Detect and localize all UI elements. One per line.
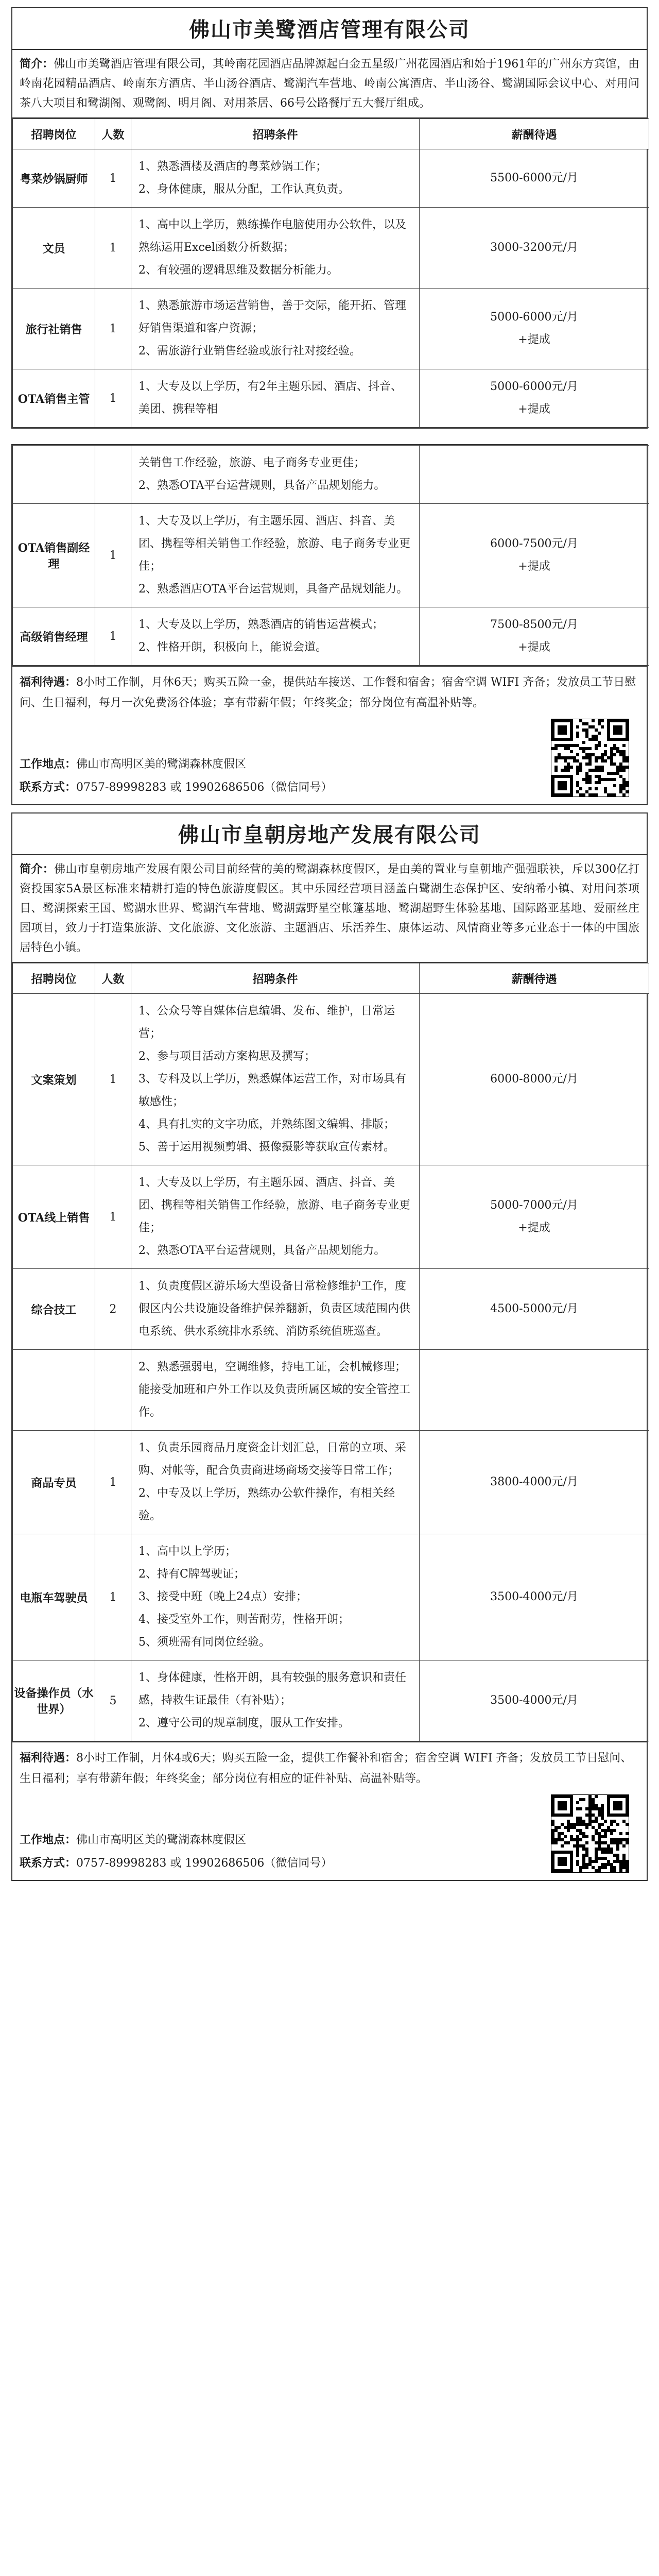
job-title: 高级销售经理 <box>13 607 95 666</box>
company-2-block <box>11 812 648 1881</box>
requirement-line: 2、熟悉强弱电，空调维修，持电工证，会机械修理；能接受加班和户外工作以及负责所属区域的安全管控工作。 <box>138 1361 411 1419</box>
job-salary <box>420 1350 649 1431</box>
salary-line: +提成 <box>518 403 550 416</box>
salary-line: 6000-7500元/月 <box>490 537 578 550</box>
requirement-line: 关销售工作经验，旅游、电子商务专业更佳； <box>138 456 366 469</box>
job-requirements <box>131 1660 420 1741</box>
job-requirements <box>131 208 420 289</box>
table-row <box>13 446 649 504</box>
job-count: 5 <box>95 1660 131 1741</box>
qr-code-icon <box>551 719 629 797</box>
job-title: 电瓶车驾驶员 <box>13 1534 95 1660</box>
job-requirements <box>131 504 420 607</box>
salary-line: +提成 <box>518 333 550 346</box>
job-requirements <box>131 607 420 666</box>
job-salary <box>420 1269 649 1350</box>
job-salary <box>420 994 649 1165</box>
salary-line: 7500-8500元/月 <box>490 618 578 631</box>
table-row <box>13 1269 649 1350</box>
job-salary <box>420 607 649 666</box>
table-row <box>13 369 649 428</box>
job-salary <box>420 1660 649 1741</box>
job-count: 1 <box>95 149 131 208</box>
header-requirements: 招聘条件 <box>131 963 420 994</box>
job-count: 1 <box>95 1431 131 1534</box>
salary-line: 3000-3200元/月 <box>490 241 578 254</box>
header-count: 人数 <box>95 963 131 994</box>
company-1-footer <box>12 719 647 804</box>
job-title: 文案策划 <box>13 994 95 1165</box>
requirement-line: 1、大专及以上学历，有2年主题乐园、酒店、抖音、美团、携程等相 <box>138 380 402 416</box>
company-2-contact: 联系方式：0757-89998283 或 19902686506（微信同号） <box>20 1856 333 1870</box>
company-1-address: 工作地点：佛山市高明区美的鹭湖森林度假区 <box>20 757 247 771</box>
table-row <box>13 1534 649 1660</box>
job-count: 1 <box>95 369 131 428</box>
intro-text: 佛山市皇朝房地产发展有限公司目前经营的美的鹭湖森林度假区，是由美的置业与皇朝地产强强联袂，斥以300亿打资投国家5A景区标准来精耕打造的特色旅游度假区。其中乐园经营项目涵盖白鹭湖生态保护区、安纳希小镇、对用问茶项目、鹭湖探索王国、鹭湖水世界、鹭湖汽车营地、鹭湖露野星空帐篷基地、鹭湖超野生体验基地、国际路亚基地、爱丽丝庄园项目，致力于打造集旅游、文化旅游、文化旅游、主题酒店、乐活养生、康体运动、风情商业等多元业态于一体的中国旅居特色小镇。 <box>20 863 639 954</box>
job-salary <box>420 289 649 369</box>
requirement-line: 5、善于运用视频剪辑、摄像摄影等获取宣传素材。 <box>138 1141 395 1154</box>
company-1-title: 佛山市美鹭酒店管理有限公司 <box>12 8 647 50</box>
header-count: 人数 <box>95 119 131 149</box>
requirement-line: 5、须班需有同岗位经验。 <box>138 1636 270 1649</box>
job-title: 设备操作员（水世界） <box>13 1660 95 1741</box>
requirement-line: 1、熟悉酒楼及酒店的粤菜炒锅工作； <box>138 160 327 173</box>
table-row <box>13 504 649 607</box>
requirement-line: 4、具有扎实的文字功底，并熟练图文编辑、排版； <box>138 1118 395 1131</box>
salary-line: 5000-6000元/月 <box>490 380 578 393</box>
job-salary <box>420 369 649 428</box>
table-row <box>13 1431 649 1534</box>
header-salary: 薪酬待遇 <box>420 963 649 994</box>
job-count: 1 <box>95 1534 131 1660</box>
salary-line: 3500-4000元/月 <box>490 1694 578 1707</box>
company-1-jobs-table-part2 <box>12 445 649 666</box>
requirement-line: 2、参与项目活动方案构思及撰写； <box>138 1050 316 1063</box>
requirement-line: 3、接受中班（晚上24点）安排； <box>138 1590 307 1603</box>
requirement-line: 1、高中以上学历； <box>138 1545 236 1558</box>
job-title <box>13 1350 95 1431</box>
company-1-contact: 联系方式：0757-89998283 或 19902686506（微信同号） <box>20 781 333 794</box>
job-requirements <box>131 994 420 1165</box>
header-salary: 薪酬待遇 <box>420 119 649 149</box>
salary-line: +提成 <box>518 641 550 654</box>
job-title: 文员 <box>13 208 95 289</box>
job-salary <box>420 149 649 208</box>
header-position: 招聘岗位 <box>13 119 95 149</box>
table-header-row <box>13 119 649 149</box>
requirement-line: 2、熟悉酒店OTA平台运营规则，具备产品规划能力。 <box>138 583 408 596</box>
job-count <box>95 446 131 504</box>
company-2-footer <box>12 1794 647 1880</box>
company-1-jobs-table-part1 <box>12 118 649 428</box>
requirement-line: 1、负责乐园商品月度资金计划汇总，日常的立项、采购、对帐等，配合负责商进场商场交接等日常工作； <box>138 1442 406 1477</box>
requirement-line: 1、负责度假区游乐场大型设备日常检修维护工作，度假区内公共设施设备维护保养翻新，负责区域范围内供电系统、供水系统排水系统、消防系统值班巡查。 <box>138 1280 411 1338</box>
job-requirements <box>131 1269 420 1350</box>
salary-line: +提成 <box>518 1222 550 1234</box>
salary-line: 6000-8000元/月 <box>490 1073 578 1086</box>
job-title: OTA销售主管 <box>13 369 95 428</box>
job-salary <box>420 1534 649 1660</box>
job-requirements <box>131 1431 420 1534</box>
job-title <box>13 446 95 504</box>
qr-code-icon <box>551 1794 629 1873</box>
requirement-line: 2、熟悉OTA平台运营规则，具备产品规划能力。 <box>138 479 386 492</box>
requirement-line: 1、公众号等自媒体信息编辑、发布、维护，日常运营； <box>138 1005 395 1040</box>
requirement-line: 1、大专及以上学历，有主题乐园、酒店、抖音、美团、携程等相关销售工作经验，旅游、电子商务专业更佳； <box>138 1176 411 1234</box>
job-salary <box>420 208 649 289</box>
requirement-line: 2、中专及以上学历，熟练办公软件操作，有相关经验。 <box>138 1487 395 1522</box>
table-row <box>13 994 649 1165</box>
salary-line: 5500-6000元/月 <box>490 172 578 184</box>
table-row <box>13 149 649 208</box>
header-position: 招聘岗位 <box>13 963 95 994</box>
job-count <box>95 1350 131 1431</box>
job-count: 1 <box>95 504 131 607</box>
job-requirements <box>131 1534 420 1660</box>
job-title: 旅行社销售 <box>13 289 95 369</box>
company-2-jobs-table <box>12 963 649 1741</box>
company-1-intro <box>12 50 647 118</box>
benefits-text: 8小时工作制，月休6天；购买五险一金，提供站车接送、工作餐和宿舍；宿舍空调 WIFI 齐备；发放员工节日慰问、生日福利，每月一次免费汤谷体验；享有带薪年假；年终奖金；部分岗位有高温补贴等。 <box>20 676 636 709</box>
requirement-line: 2、有较强的逻辑思维及数据分析能力。 <box>138 264 338 277</box>
company-2-benefits <box>12 1741 647 1794</box>
requirement-line: 1、高中以上学历，熟练操作电脑使用办公软件，以及熟练运用Excel函数分析数据； <box>138 218 406 254</box>
job-title: 粤菜炒锅厨师 <box>13 149 95 208</box>
requirement-line: 1、身体健康，性格开朗，具有较强的服务意识和责任感，持救生证最佳（有补贴）； <box>138 1671 406 1707</box>
benefits-text: 8小时工作制，月休4或6天；购买五险一金，提供工作餐补和宿舍；宿舍空调 WIFI 齐备；发放员工节日慰问、生日福利；享有带薪年假；年终奖金；部分岗位有相应的证件补贴、高温补贴等。 <box>20 1752 632 1785</box>
table-row <box>13 1165 649 1269</box>
job-requirements <box>131 1165 420 1269</box>
salary-line: 4500-5000元/月 <box>490 1302 578 1315</box>
requirement-line: 2、身体健康，服从分配，工作认真负责。 <box>138 183 350 196</box>
job-count: 1 <box>95 289 131 369</box>
company-2-intro <box>12 855 647 963</box>
table-header-row <box>13 963 649 994</box>
table-row <box>13 208 649 289</box>
job-requirements <box>131 369 420 428</box>
requirement-line: 2、持有C牌驾驶证； <box>138 1568 245 1581</box>
intro-label: 简介： <box>20 57 54 71</box>
company-2-title: 佛山市皇朝房地产发展有限公司 <box>12 814 647 855</box>
job-requirements <box>131 149 420 208</box>
job-count: 1 <box>95 208 131 289</box>
job-requirements <box>131 446 420 504</box>
header-requirements: 招聘条件 <box>131 119 420 149</box>
company-2-address: 工作地点：佛山市高明区美的鹭湖森林度假区 <box>20 1833 247 1846</box>
job-salary <box>420 504 649 607</box>
requirement-line: 4、接受室外工作，则苦耐劳，性格开朗； <box>138 1613 350 1626</box>
table-row <box>13 1350 649 1431</box>
job-count: 1 <box>95 1165 131 1269</box>
benefits-label: 福利待遇： <box>20 675 77 689</box>
requirement-line: 2、性格开朗，积极向上，能说会道。 <box>138 641 327 654</box>
job-requirements <box>131 1350 420 1431</box>
salary-line: 5000-6000元/月 <box>490 311 578 324</box>
job-salary <box>420 1165 649 1269</box>
salary-line: 5000-7000元/月 <box>490 1199 578 1212</box>
job-title: 综合技工 <box>13 1269 95 1350</box>
table-row <box>13 289 649 369</box>
job-salary <box>420 446 649 504</box>
job-title: 商品专员 <box>13 1431 95 1534</box>
job-count: 2 <box>95 1269 131 1350</box>
job-count: 1 <box>95 994 131 1165</box>
requirement-line: 3、专科及以上学历，熟悉媒体运营工作，对市场具有敏感性； <box>138 1073 406 1108</box>
requirement-line: 2、需旅游行业销售经验或旅行社对接经验。 <box>138 345 361 358</box>
intro-label: 简介： <box>20 862 55 876</box>
intro-text: 佛山市美鹭酒店管理有限公司，其岭南花园酒店品牌源起白金五星级广州花园酒店和始于1961年的广州东方宾馆，由岭南花园精品酒店、岭南东方酒店、半山汤谷酒店、鹭湖汽车营地、岭南公寓酒店、半山汤谷、鹭湖国际会议中心、对用问茶八大项目和鹭湖阁、观鹭阁、明月阁、对用茶居、66号公路餐厅五大餐厅组成。 <box>20 58 639 110</box>
job-title: OTA线上销售 <box>13 1165 95 1269</box>
requirement-line: 1、熟悉旅游市场运营销售，善于交际，能开拓、管理好销售渠道和客户资源； <box>138 299 406 335</box>
job-count: 1 <box>95 607 131 666</box>
requirement-line: 1、大专及以上学历，熟悉酒店的销售运营模式； <box>138 618 384 631</box>
benefits-label: 福利待遇： <box>20 1751 77 1765</box>
company-1-benefits <box>12 666 647 719</box>
requirement-line: 2、熟悉OTA平台运营规则，具备产品规划能力。 <box>138 1244 386 1257</box>
company-1-block <box>11 7 648 429</box>
requirement-line: 1、大专及以上学历，有主题乐园、酒店、抖音、美团、携程等相关销售工作经验，旅游、电子商务专业更佳； <box>138 515 411 573</box>
salary-line: 3500-4000元/月 <box>490 1590 578 1603</box>
company-1-block-continued <box>11 444 648 805</box>
salary-line: +提成 <box>518 560 550 573</box>
job-requirements <box>131 289 420 369</box>
requirement-line: 2、遵守公司的规章制度，服从工作安排。 <box>138 1717 350 1730</box>
table-row <box>13 1660 649 1741</box>
job-title: OTA销售副经理 <box>13 504 95 607</box>
salary-line: 3800-4000元/月 <box>490 1476 578 1488</box>
job-salary <box>420 1431 649 1534</box>
table-row <box>13 607 649 666</box>
